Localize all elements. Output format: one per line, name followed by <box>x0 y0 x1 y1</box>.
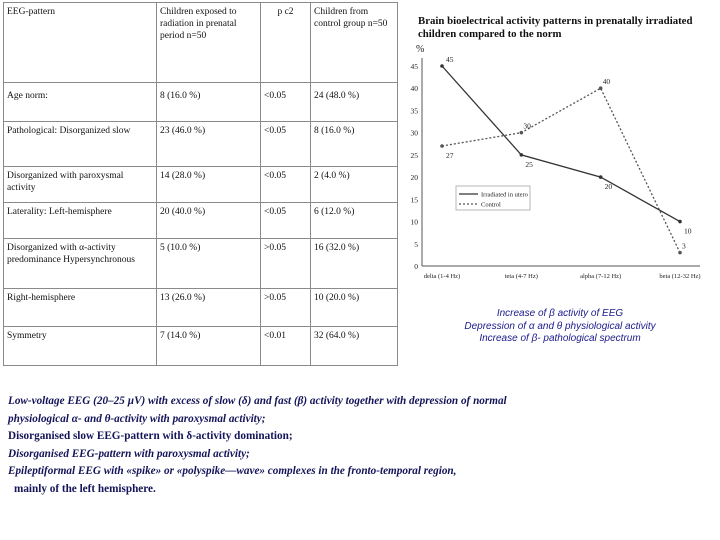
cell-pattern: Age norm: <box>4 83 157 122</box>
y-tick-label: 20 <box>410 173 418 183</box>
y-tick-label: 5 <box>414 239 418 249</box>
cell-control: 24 (48.0 %) <box>311 83 398 122</box>
data-point <box>520 153 524 157</box>
x-tick-label: alpha (7-12 Hz) <box>580 273 622 280</box>
cell-control: 32 (64.0 %) <box>311 327 398 366</box>
data-label: 10 <box>684 226 692 236</box>
cell-pattern: Symmetry <box>4 327 157 366</box>
cell-control: 6 (12.0 %) <box>311 203 398 239</box>
eeg-pattern-table <box>3 2 398 366</box>
cell-pattern: Right-hemisphere <box>4 289 157 327</box>
header-control: Children from control group n=50 <box>311 3 398 83</box>
cell-p: <0.05 <box>261 167 311 203</box>
cell-p: <0.05 <box>261 203 311 239</box>
y-tick-label: 10 <box>410 217 418 227</box>
data-point <box>440 144 444 148</box>
cell-control: 2 (4.0 %) <box>311 167 398 203</box>
y-tick-label: 35 <box>410 106 418 116</box>
chart-title: Brain bioelectrical activity patterns in prenatally irradiated children compared to the norm <box>418 15 693 40</box>
y-tick-label: 0 <box>414 262 418 271</box>
cell-exposed: 8 (16.0 %) <box>157 83 261 122</box>
cell-p: <0.05 <box>261 83 311 122</box>
cell-pattern: Pathological: Disorganized slow <box>4 122 157 167</box>
cell-exposed: 13 (26.0 %) <box>157 289 261 327</box>
finding-line: Increase of β activity of EEG <box>496 308 624 319</box>
legend-label: Irradiated in utero <box>481 191 528 199</box>
note-line: Low-voltage EEG (20–25 µV) with excess of slow (δ) and fast (β) activity together with depression of normal <box>8 395 507 407</box>
data-point <box>599 86 603 90</box>
data-label: 45 <box>446 55 454 64</box>
y-tick-label: 25 <box>410 150 418 160</box>
table-row <box>4 327 398 366</box>
data-point <box>678 251 682 255</box>
cell-pattern: Disorganized with α-activity predominance Hypersynchronous <box>4 239 157 289</box>
data-label: 25 <box>525 159 533 169</box>
cell-control: 10 (20.0 %) <box>311 289 398 327</box>
table-header-row <box>4 3 398 83</box>
note-line: Disorganised EEG-pattern with paroxysmal activity; <box>8 447 250 460</box>
cell-exposed: 7 (14.0 %) <box>157 327 261 366</box>
cell-p: <0.05 <box>261 122 311 167</box>
cell-pattern: Disorganized with paroxysmal activity <box>4 167 157 203</box>
cell-exposed: 23 (46.0 %) <box>157 122 261 167</box>
y-tick-label: 15 <box>410 195 418 205</box>
eeg-line-chart <box>400 44 718 294</box>
table-row <box>4 289 398 327</box>
cell-p: <0.01 <box>261 327 311 366</box>
y-tick-label: 30 <box>410 128 418 138</box>
table-row <box>4 83 398 122</box>
cell-pattern: Laterality: Left-hemisphere <box>4 203 157 239</box>
data-point <box>440 64 444 68</box>
cell-p: >0.05 <box>261 239 311 289</box>
x-tick-label: teta (4-7 Hz) <box>504 273 538 280</box>
y-axis-label: % <box>416 44 425 55</box>
data-label: 27 <box>446 151 454 160</box>
data-label: 3 <box>682 241 686 251</box>
findings-summary <box>404 308 716 346</box>
cell-control: 8 (16.0 %) <box>311 122 398 167</box>
header-p: p c2 <box>261 3 311 83</box>
eeg-notes <box>8 393 713 498</box>
data-label: 20 <box>604 182 613 192</box>
cell-p: >0.05 <box>261 289 311 327</box>
control-line <box>442 88 680 252</box>
x-tick-label: delta (1-4 Hz) <box>423 273 461 280</box>
table-row <box>4 167 398 203</box>
y-tick-label: 45 <box>410 62 418 71</box>
x-tick-label: beta (12-32 Hz) <box>659 273 701 280</box>
data-label: 30 <box>523 121 531 131</box>
table-row <box>4 122 398 167</box>
note-line: Disorganised slow EEG-pattern with δ-activity domination; <box>8 430 293 442</box>
cell-exposed: 5 (10.0 %) <box>157 239 261 289</box>
cell-exposed: 20 (40.0 %) <box>157 203 261 239</box>
note-line: physiological α- and θ-activity with paroxysmal activity; <box>8 412 266 425</box>
note-line: mainly of the left hemisphere. <box>14 482 156 495</box>
header-eeg-pattern: EEG-pattern <box>4 3 157 83</box>
finding-line: Increase of β- pathological spectrum <box>479 333 641 344</box>
data-point <box>599 175 603 179</box>
finding-line: Depression of α and θ physiological activity <box>464 320 656 332</box>
data-point <box>520 131 524 135</box>
table-row <box>4 203 398 239</box>
note-line: Epileptiformal EEG with «spike» or «polyspike—wave» complexes in the fronto-temporal region, <box>8 465 457 477</box>
legend-label: Control <box>481 201 501 209</box>
header-exposed: Children exposed to radiation in prenatal period n=50 <box>157 3 261 83</box>
data-point <box>678 220 682 224</box>
table-row <box>4 239 398 289</box>
cell-control: 16 (32.0 %) <box>311 239 398 289</box>
data-label: 40 <box>602 77 611 87</box>
cell-exposed: 14 (28.0 %) <box>157 167 261 203</box>
y-tick-label: 40 <box>410 84 418 94</box>
